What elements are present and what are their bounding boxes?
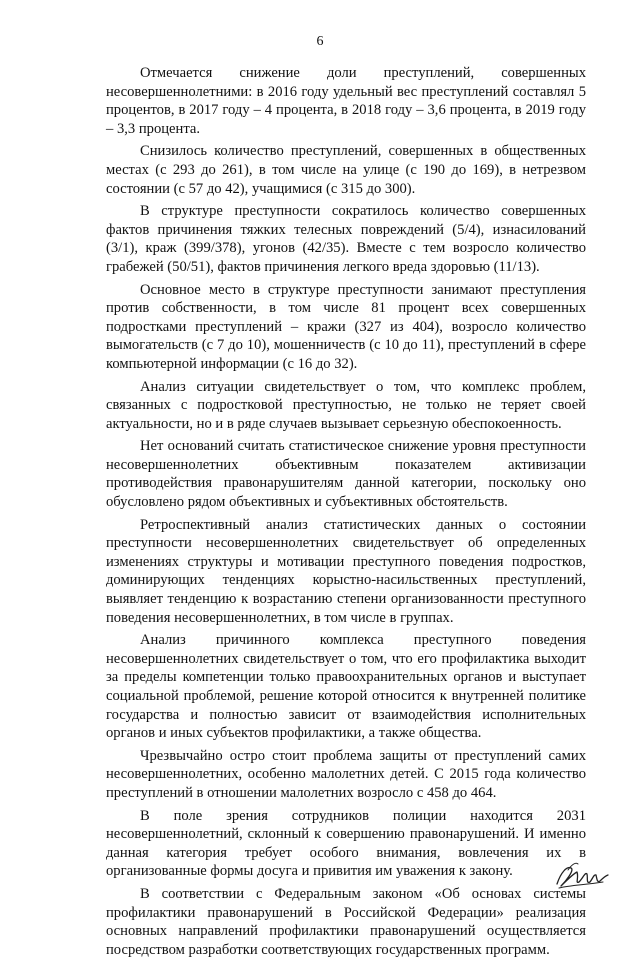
- paragraph-child-protection: Чрезвычайно остро стоит проблема защиты от преступлений самих несовершеннолетних, особенно малолетних детей. С 2015 года количество преступлений в отношении малолетних возросло с 458 до 464.: [106, 747, 586, 801]
- paragraph-crime-structure: В структуре преступности сократилось количество совершенных фактов причинения тяжких телесных повреждений (5/4), изнасилований (3/1), краж (399/378), угонов (42/35). Вместе с тем возросло количество грабежей (50/51), фактов причинения легкого вреда здоровью (11/13).: [106, 203, 586, 275]
- paragraph-property-crimes: Основное место в структуре преступности занимают преступления против собственности, в том числе 81 процент всех совершенных подростками преступлений – кражи (327 из 404), возросло количество вымогательств (с 7 до 10), мошенничеств (с 10 до 11), преступлений в сфере компьютерной информации (с 16 до 32).: [106, 281, 586, 372]
- paragraph-police-attention: В поле зрения сотрудников полиции находится 2031 несовершеннолетний, склонный к совершению правонарушений. И именно данная категория требует особого внимания, вовлечения их в организованные формы досуга и привития им уважения к закону.: [106, 807, 586, 880]
- paragraph-federal-law: В соответствии с Федеральным законом «Об основах системы профилактики правонарушений в Российской Федерации» реализация основных направлений профилактики правонарушений осуществляется посредством разработки соответствующих государственных программ.: [106, 885, 586, 958]
- page-number: 6: [316, 34, 324, 49]
- document-body: [106, 64, 586, 963]
- paragraph-situation-analysis: Анализ ситуации свидетельствует о том, что комплекс проблем, связанных с подростковой преступностью, не только не теряет своей актуальности, но и в ряде случаев вызывает серьезную обеспокоенность.: [106, 378, 586, 432]
- paragraph-juvenile-share: Отмечается снижение доли преступлений, совершенных несовершеннолетними: в 2016 году удельный вес преступлений составлял 5 процентов, в 2017 году – 4 процента, в 2018 году – 3,6 процента, в 2019 году – 3,3 процента.: [106, 65, 586, 137]
- paragraph-public-places: Снизилось количество преступлений, совершенных в общественных местах (с 293 до 261), в том числе на улице (с 190 до 169), в нетрезвом состоянии (с 57 до 42), учащимися (с 315 до 300).: [106, 143, 586, 197]
- signature: [553, 858, 611, 892]
- signature-scribble: [553, 858, 611, 892]
- paragraph-retrospective: Ретроспективный анализ статистических данных о состоянии преступности несовершеннолетних свидетельствует об определенных изменениях структуры и мотивации преступного поведения подростков, доминирующих тенденциях корыстно-насильственных преступлений, выявляет тенденцию к возрастанию степени организованности преступного поведения несовершеннолетних, в том числе в группах.: [106, 516, 586, 626]
- paragraph-no-grounds: Нет оснований считать статистическое снижение уровня преступности несовершеннолетних объективным показателем активизации противодействия правонарушителям данной категории, поскольку оно обусловлено рядом объективных и субъективных обстоятельств.: [106, 438, 586, 511]
- paragraph-causal-complex: Анализ причинного комплекса преступного поведения несовершеннолетних свидетельствует о том, что его профилактика выходит за пределы компетенции только правоохранительных органов и выступает социальной проблемой, решение которой относится к внутренней политике государства и полностью зависит от взаимодействия исполнительных органов и иных субъектов профилактики, а также общества.: [106, 632, 586, 742]
